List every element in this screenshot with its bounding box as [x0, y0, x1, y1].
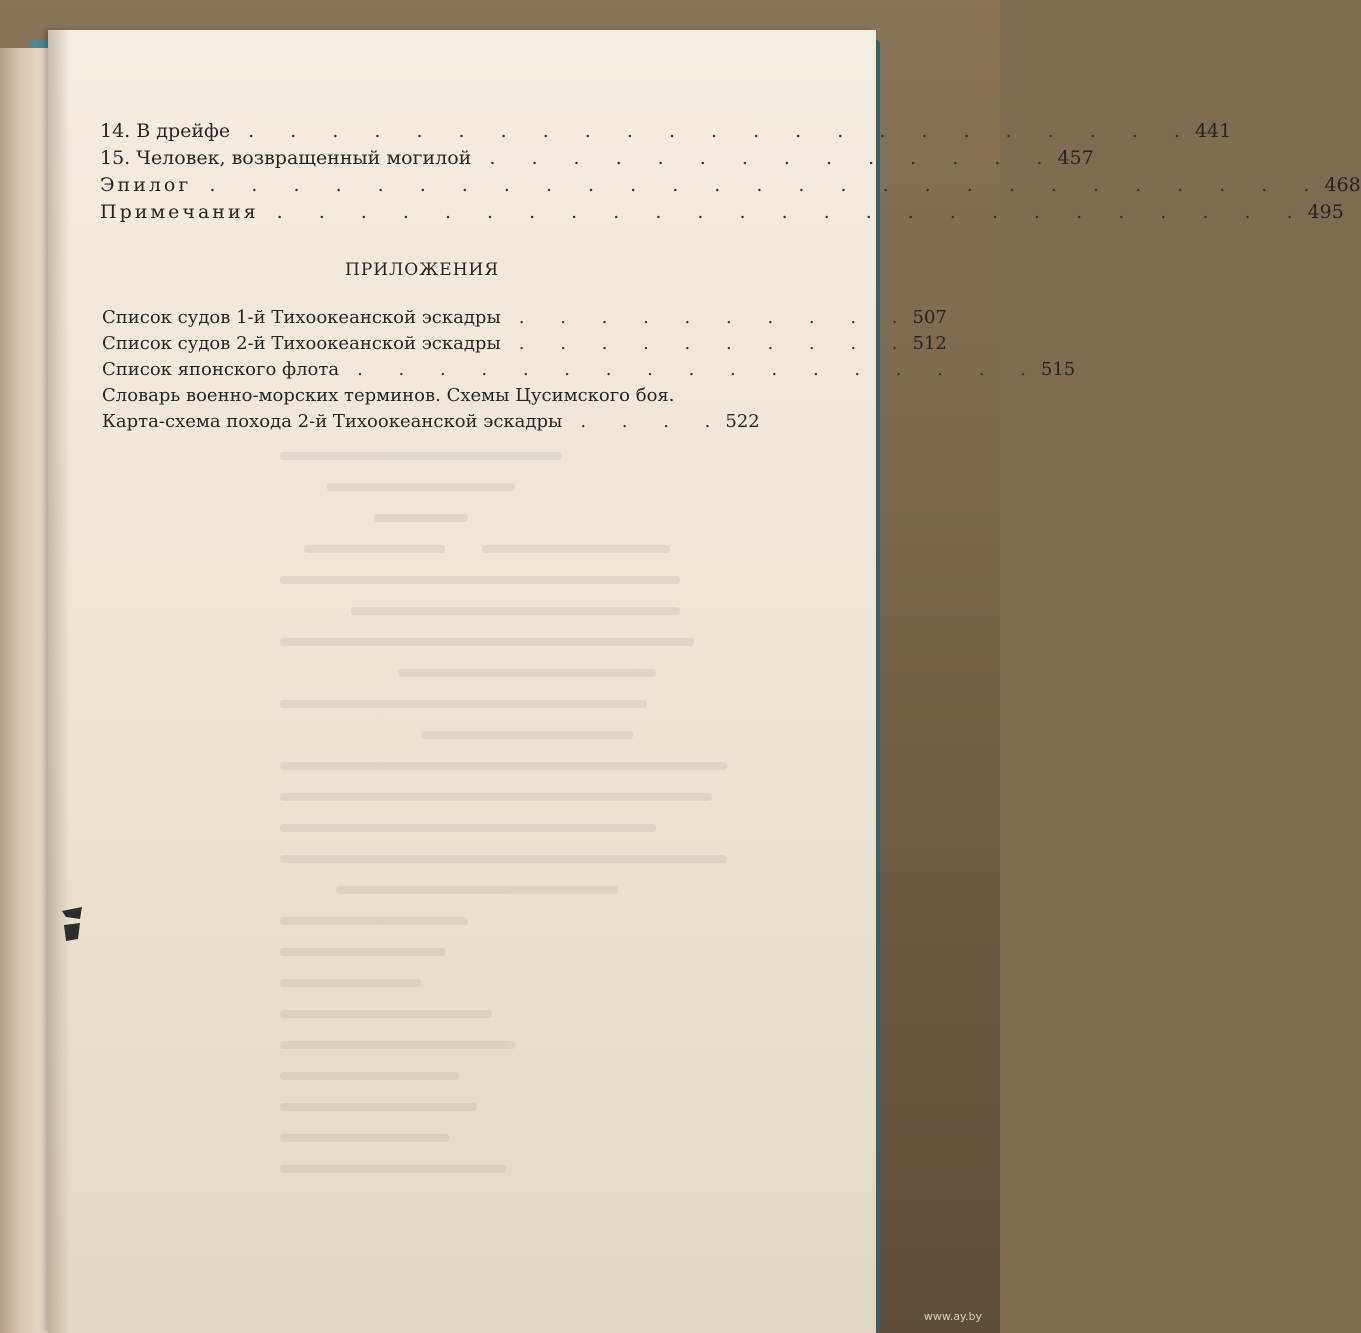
toc-entry	[100, 145, 1094, 172]
dot-leader: . . . . . . . . . .	[518, 307, 913, 328]
toc-entry-title: Эпилог	[100, 174, 192, 196]
toc-entry-page: 468	[1324, 174, 1361, 196]
appendix-heading: ПРИЛОЖЕНИЯ	[345, 260, 500, 280]
toc-entry-page: 457	[1057, 147, 1094, 169]
appendix-entry-title: Список судов 1-й Тихоокеанской эскадры	[102, 307, 501, 328]
toc-entry-title: Примечания	[100, 201, 259, 223]
appendix-entry-page: 507	[912, 307, 947, 328]
bleed-through-text	[280, 440, 750, 1220]
table-of-contents	[100, 118, 1361, 226]
appendix-entry-title: Список японского флота	[102, 359, 340, 380]
appendix-entry-page: 515	[1040, 359, 1076, 380]
toc-entry-page: 495	[1307, 201, 1344, 223]
dot-leader: . . . . . . . . . . . . . .	[489, 147, 1058, 169]
appendix-entry	[102, 331, 947, 357]
dot-leader: . . . . . . . . . . . . . . . . . . . . . . .	[248, 120, 1195, 142]
left-page-ornament-icon	[58, 905, 86, 945]
dot-leader: . . . . . . . . . .	[518, 333, 913, 354]
toc-entry	[100, 199, 1344, 226]
appendix-entry	[102, 357, 1076, 383]
toc-entry	[100, 118, 1232, 145]
left-page-edge	[0, 48, 52, 1333]
toc-entry-page: 441	[1194, 120, 1232, 142]
appendix-entry	[102, 305, 947, 331]
appendix-entry-title: Список судов 2-й Тихоокеанской эскадры	[102, 333, 501, 354]
appendix-entry	[102, 409, 760, 435]
appendix-entry-title: Карта-схема похода 2-й Тихоокеанской эскадры	[102, 411, 563, 432]
dot-leader: . . . . . . . . . . . . . . . . . . . . . . . . .	[276, 201, 1308, 223]
dot-leader: . . . .	[580, 411, 726, 432]
appendix-entry-page: 512	[912, 333, 947, 354]
appendix-entry-title: Словарь военно-морских терминов. Схемы Цусимского боя.	[102, 385, 675, 406]
appendix-entry-page: 522	[725, 411, 760, 432]
toc-entry-title: 15. Человек, возвращенный могилой	[100, 147, 472, 169]
appendix-entry	[102, 383, 732, 409]
dot-leader: . . . . . . . . . . . . . . . . .	[357, 359, 1041, 380]
appendix-list	[102, 305, 1076, 435]
toc-entry	[100, 172, 1361, 199]
gutter-shadow	[48, 30, 70, 1333]
toc-entry-title: 14. В дрейфе	[100, 120, 231, 142]
watermark: www.ay.by	[923, 1310, 982, 1323]
dot-leader: . . . . . . . . . . . . . . . . . . . . . . . . . . .	[209, 174, 1325, 196]
